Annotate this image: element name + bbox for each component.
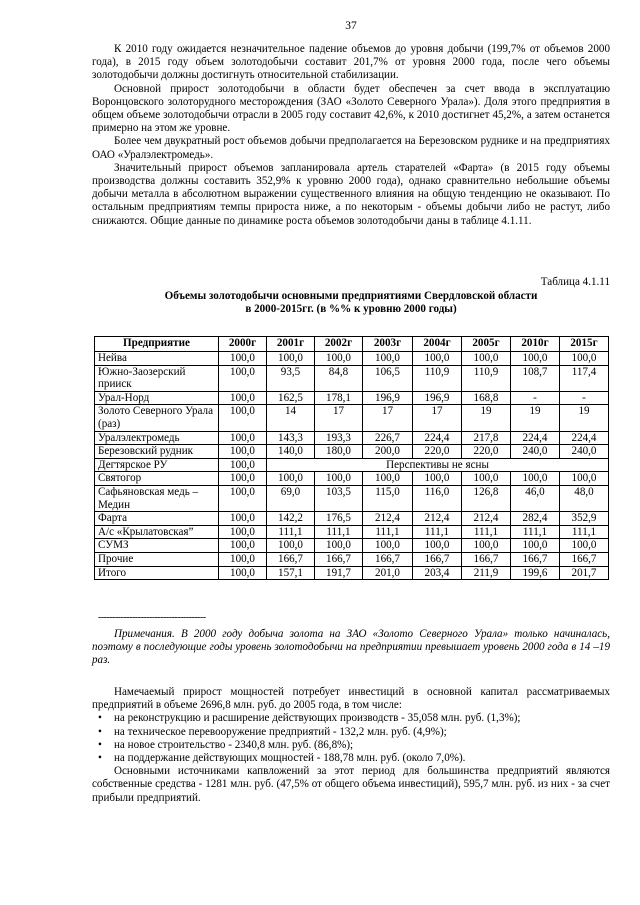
list-item-text: на поддержание действующих мощностей - 188,78 млн. руб. (около 7,0%). [114,752,466,765]
list-item-text: на новое строительство - 2340,8 млн. руб. (86,8%); [114,738,354,751]
enterprise-name-cell: Урал-Норд [95,391,219,405]
paragraph: К 2010 году ожидается незначительное падение объемов до уровня добычи (199,7% от объемов 2000 года), в 2015 году объем золотодобычи составит 201,7% от уровня 2000 года, после чего объемы золотодобычи должны достигнуть относительной стабилизации. [92,43,610,82]
bullet-icon: • [98,738,102,751]
value-cell: 140,0 [267,445,315,459]
table-row [95,485,609,511]
value-cell: 224,4 [511,431,560,445]
table-row [95,525,609,539]
enterprise-name-cell: Прочие [95,552,219,566]
value-cell: 106,5 [363,365,413,391]
value-cell: 142,2 [267,512,315,526]
value-cell: 100,0 [219,485,267,511]
value-cell: 100,0 [219,512,267,526]
enterprise-name-cell: Березовский рудник [95,445,219,459]
footnote-separator: -------------------------------------- [98,612,206,623]
list-item [92,712,610,725]
paragraph: Основными источниками капвложений за этот период для большинства предприятий являются собственные средства - 1281 млн. руб. (47,5% от общего объема инвестиций), 595,7 млн. руб. из них - за счет прибыли предприятий. [92,765,610,804]
value-cell: 17 [315,405,363,431]
column-header: 2002г [315,337,363,352]
enterprise-name-cell: Южно-Заозерский прииск [95,365,219,391]
table-header-row [95,337,609,352]
column-header: 2000г [219,337,267,352]
enterprise-name-cell: Золото Северного Урала (раз) [95,405,219,431]
table-caption: Таблица 4.1.11 [540,276,610,288]
table-row [95,512,609,526]
paragraph: Значительный прирост объемов запланировала артель старателей «Фарта» (в 2015 году объемы производства должны составить 352,9% к уровню 2000 года), однако сравнительно небольшие объемы добычи металла в абсолютном выражении существенного влияния на общую тенденцию не оказывают. По остальным предприятиям темпы прироста ниже, а по некоторым - объемы добычи либо не растут, либо снижаются. Общие данные по динамике роста объемов золотодобычи даны в таблице 4.1.11. [92,161,610,227]
value-cell: 224,4 [560,431,609,445]
table-note [92,628,610,668]
value-cell: Перспективы не ясны [267,458,609,472]
value-cell: 100,0 [219,525,267,539]
bullet-icon: • [98,712,102,725]
value-cell: 352,9 [560,512,609,526]
value-cell: 282,4 [511,512,560,526]
table-row [95,405,609,431]
column-header: 2010г [511,337,560,352]
table-row [95,539,609,553]
bullet-icon: • [98,752,102,765]
value-cell: 117,4 [560,365,609,391]
note-text: Примечания. В 2000 году добыча золота на ЗАО «Золото Северного Урала» только начиналась, поэтому в последующие годы уровень золотодобычи на предприятии превышает уровень 2000 года в 14 –19 раз. [92,628,610,667]
value-cell: 103,5 [315,485,363,511]
value-cell: 100,0 [363,352,413,366]
column-header: 2001г [267,337,315,352]
value-cell: 201,0 [363,566,413,580]
value-cell: 14 [267,405,315,431]
value-cell: 166,7 [511,552,560,566]
list-item-text: на техническое перевооружение предприятий - 132,2 млн. руб. (4,9%); [114,725,447,738]
value-cell: 17 [413,405,462,431]
value-cell: 200,0 [363,445,413,459]
enterprise-name-cell: Уралэлектромедь [95,431,219,445]
value-cell: 100,0 [219,552,267,566]
value-cell: 220,0 [462,445,511,459]
value-cell: 19 [511,405,560,431]
enterprise-name-cell: Святогор [95,472,219,486]
value-cell: 100,0 [560,539,609,553]
column-header: 2003г [363,337,413,352]
value-cell: 100,0 [462,352,511,366]
value-cell: 111,1 [511,525,560,539]
column-header: 2005г [462,337,511,352]
table-row [95,472,609,486]
value-cell: 100,0 [413,472,462,486]
value-cell: 100,0 [315,539,363,553]
value-cell: 178,1 [315,391,363,405]
value-cell: 100,0 [219,445,267,459]
value-cell: 100,0 [462,472,511,486]
value-cell: - [511,391,560,405]
value-cell: 193,3 [315,431,363,445]
table-row [95,365,609,391]
intro-text [92,43,610,228]
column-header: 2015г [560,337,609,352]
value-cell: 100,0 [219,472,267,486]
list-item [92,726,610,739]
value-cell: 143,3 [267,431,315,445]
value-cell: 212,4 [413,512,462,526]
value-cell: 100,0 [462,539,511,553]
value-cell: 17 [363,405,413,431]
table-row [95,352,609,366]
table-title-line: в 2000-2015гг. (в %% к уровню 2000 годы) [245,303,457,316]
value-cell: 220,0 [413,445,462,459]
value-cell: 212,4 [363,512,413,526]
value-cell: 111,1 [267,525,315,539]
value-cell: 46,0 [511,485,560,511]
value-cell: 100,0 [511,472,560,486]
value-cell: 100,0 [363,472,413,486]
value-cell: 100,0 [560,352,609,366]
value-cell: 84,8 [315,365,363,391]
table-row [95,431,609,445]
value-cell: 100,0 [560,472,609,486]
value-cell: 100,0 [511,352,560,366]
investment-section [92,686,610,805]
value-cell: 199,6 [511,566,560,580]
value-cell: 111,1 [413,525,462,539]
value-cell: 166,7 [315,552,363,566]
value-cell: 48,0 [560,485,609,511]
value-cell: 217,8 [462,431,511,445]
value-cell: 110,9 [413,365,462,391]
gold-production-table [94,336,609,580]
value-cell: 212,4 [462,512,511,526]
value-cell: 93,5 [267,365,315,391]
value-cell: 196,9 [413,391,462,405]
list-item [92,739,610,752]
enterprise-name-cell: Сафьяновская медь – Медин [95,485,219,511]
value-cell: 111,1 [462,525,511,539]
value-cell: 166,7 [267,552,315,566]
value-cell: 166,7 [413,552,462,566]
page-number: 37 [345,20,357,32]
bullet-icon: • [98,725,102,738]
value-cell: 100,0 [315,472,363,486]
value-cell: 19 [462,405,511,431]
value-cell: 69,0 [267,485,315,511]
value-cell: 100,0 [267,352,315,366]
value-cell: 100,0 [363,539,413,553]
value-cell: 100,0 [267,472,315,486]
value-cell: - [560,391,609,405]
table-row [95,566,609,580]
value-cell: 224,4 [413,431,462,445]
value-cell: 100,0 [511,539,560,553]
value-cell: 100,0 [219,405,267,431]
value-cell: 19 [560,405,609,431]
table-row [95,458,609,472]
value-cell: 240,0 [511,445,560,459]
enterprise-name-cell: Фарта [95,512,219,526]
value-cell: 240,0 [560,445,609,459]
table-row [95,552,609,566]
enterprise-name-cell: Дегтярское РУ [95,458,219,472]
column-header: 2004г [413,337,462,352]
value-cell: 176,5 [315,512,363,526]
investment-list [92,712,610,765]
value-cell: 196,9 [363,391,413,405]
value-cell: 166,7 [462,552,511,566]
enterprise-name-cell: Нейва [95,352,219,366]
enterprise-name-cell: Итого [95,566,219,580]
value-cell: 203,4 [413,566,462,580]
value-cell: 168,8 [462,391,511,405]
list-item [92,752,610,765]
value-cell: 166,7 [560,552,609,566]
value-cell: 201,7 [560,566,609,580]
enterprise-name-cell: СУМЗ [95,539,219,553]
value-cell: 115,0 [363,485,413,511]
column-header: Предприятие [95,337,219,352]
value-cell: 100,0 [219,352,267,366]
value-cell: 108,7 [511,365,560,391]
table-row [95,391,609,405]
value-cell: 126,8 [462,485,511,511]
value-cell: 100,0 [219,458,267,472]
table-title-line: Объемы золотодобычи основными предприятиями Свердловской области [164,290,538,302]
enterprise-name-cell: А/с «Крылатовская” [95,525,219,539]
value-cell: 111,1 [560,525,609,539]
value-cell: 110,9 [462,365,511,391]
value-cell: 100,0 [315,352,363,366]
value-cell: 100,0 [219,431,267,445]
table-title [92,290,610,316]
value-cell: 191,7 [315,566,363,580]
value-cell: 211,9 [462,566,511,580]
paragraph: Намечаемый прирост мощностей потребует инвестиций в основной капитал рассматриваемых предприятий в объеме 2696,8 млн. руб. до 2005 года, в том числе: [92,686,610,712]
value-cell: 100,0 [413,539,462,553]
value-cell: 100,0 [219,539,267,553]
value-cell: 111,1 [315,525,363,539]
value-cell: 100,0 [413,352,462,366]
list-item-text: на реконструкцию и расширение действующих производств - 35,058 млн. руб. (1,3%); [114,712,521,725]
value-cell: 166,7 [363,552,413,566]
value-cell: 100,0 [219,566,267,580]
value-cell: 100,0 [219,391,267,405]
value-cell: 162,5 [267,391,315,405]
value-cell: 180,0 [315,445,363,459]
paragraph: Более чем двукратный рост объемов добычи предполагается на Березовском руднике и на предприятиях ОАО «Уралэлектромедь». [92,135,610,161]
value-cell: 111,1 [363,525,413,539]
paragraph: Основной прирост золотодобычи в области будет обеспечен за счет ввода в эксплуатацию Воронцовского золоторудного месторождения (ЗАО «Золото Северного Урала»). Доля этого предприятия в общем объеме золотодобычи отрасли в 2005 году составит 42,6%, к 2010 достигнет 45,2%, а затем останется примерно на этом же уровне. [92,82,610,135]
value-cell: 100,0 [219,365,267,391]
value-cell: 100,0 [267,539,315,553]
value-cell: 116,0 [413,485,462,511]
value-cell: 157,1 [267,566,315,580]
table-row [95,445,609,459]
value-cell: 226,7 [363,431,413,445]
